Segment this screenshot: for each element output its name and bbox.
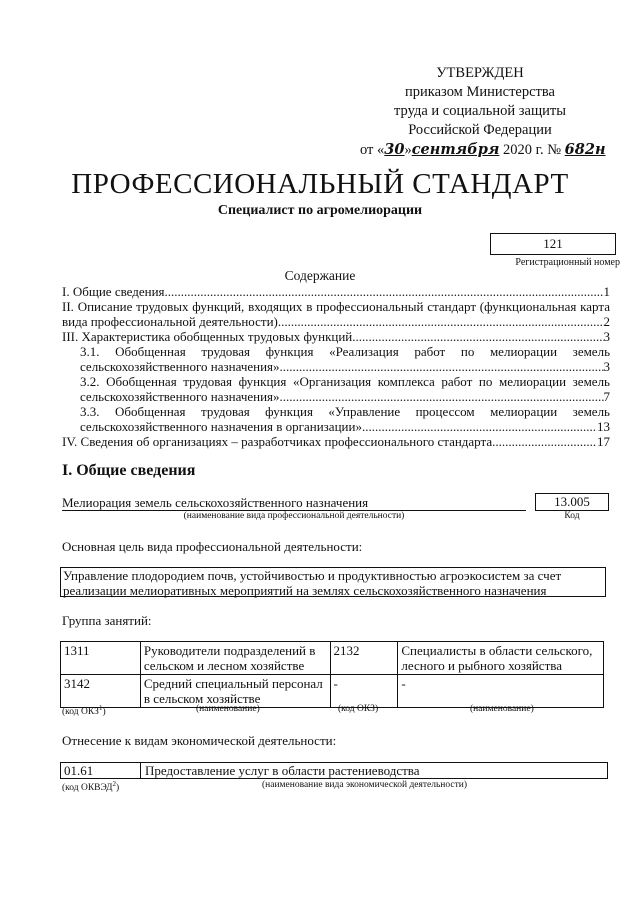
okved-code: 01.61 [64,763,94,778]
goal-text-line: реализации мелиоративных мероприятий на землях сельскохозяйственного назначения [63,583,547,598]
okz-code: 3142 [61,675,141,708]
econ-label: Отнесение к видам экономической деятельности: [62,733,337,748]
occupation-groups-table [60,641,604,708]
approval-line: Российской Федерации [408,122,552,138]
handwritten-order-number: 682н [564,141,606,158]
toc-item: 3.1. Обобщенная трудовая функция «Реализация работ по мелиорации земель сельскохозяйственного назначения» ..... 3 [80,344,610,374]
activity-caption: (наименование вида профессиональной деятельности) [183,511,405,521]
okz-code: - [330,675,398,708]
toc-item: 3.3. Обобщенная трудовая функция «Управление процессом мелиорации земель сельскохозяйственного назначения в организации» ..... 13 [80,404,610,434]
toc-item: IV. Сведения об организациях – разработчиках профессионального стандарта ..... 17 [62,434,610,449]
activity-name: Мелиорация земель сельскохозяйственного назначения [62,495,526,511]
contents-heading: Содержание [284,268,356,283]
group-caption-name: (наименование) [196,704,260,714]
activity-code: 13.005 [535,493,609,511]
group-caption-name: (наименование) [470,704,534,714]
econ-caption-name: (наименование вида экономической деятельности) [262,780,467,790]
okz-code: 2132 [330,642,398,675]
toc-item: 3.2. Обобщенная трудовая функция «Организация комплекса работ по мелиорации земель сельскохозяйственного назначения» ..... 7 [80,374,610,404]
approval-line: приказом Министерства [405,84,555,100]
okz-code: 1311 [61,642,141,675]
okz-name: Руководители подразделений в сельском и лесном хозяйстве [140,642,330,675]
okz-name: - [398,675,604,708]
toc-item: I. Общие сведения ..... 1 [62,284,610,299]
group-caption-code: (код ОКЗ) [338,704,379,714]
approval-block [360,64,606,160]
okz-name: Средний специальный персонал в сельском хозяйстве [140,675,330,708]
econ-row [60,762,608,779]
toc-item: II. Описание трудовых функций, входящих в профессиональный стандарт (функциональная карта вида профессиональной деятельности) ..... 2 [62,299,610,329]
registration-label: Регистрационный номер [515,257,620,268]
approval-date: от «30»сентября 2020 г. № 682н [360,141,606,158]
document-subtitle: Специалист по агромелиорации [217,203,423,218]
toc-item: III. Характеристика обобщенных трудовых функций ..... 3 [62,329,610,344]
goal-box [60,567,606,597]
handwritten-month: сентября [411,141,500,158]
table-row [61,642,604,675]
handwritten-day: 30 [384,141,405,158]
registration-number: 121 [490,233,616,255]
goal-text-line: Управление плодородием почв, устойчивостью и продуктивностью агроэкосистем за счет [63,568,562,583]
goal-label: Основная цель вида профессиональной деятельности: [62,539,363,554]
group-caption-code: (код ОКЗ$^1$) [62,704,106,718]
table-row [61,675,604,708]
approval-heading: УТВЕРЖДЕН [436,65,524,81]
okz-name: Специалисты в области сельского, лесного и рыбного хозяйства [398,642,604,675]
document-title: ПРОФЕССИОНАЛЬНЫЙ СТАНДАРТ [71,168,569,200]
group-label: Группа занятий: [62,613,152,628]
section-heading: I. Общие сведения [62,462,196,479]
code-label: Код [564,511,580,521]
approval-line: труда и социальной защиты [394,103,566,119]
econ-caption-code: (код ОКВЭД$^2$) [62,780,120,794]
okved-name: Предоставление услуг в области растениеводства [145,763,420,778]
cell-divider [140,762,141,779]
